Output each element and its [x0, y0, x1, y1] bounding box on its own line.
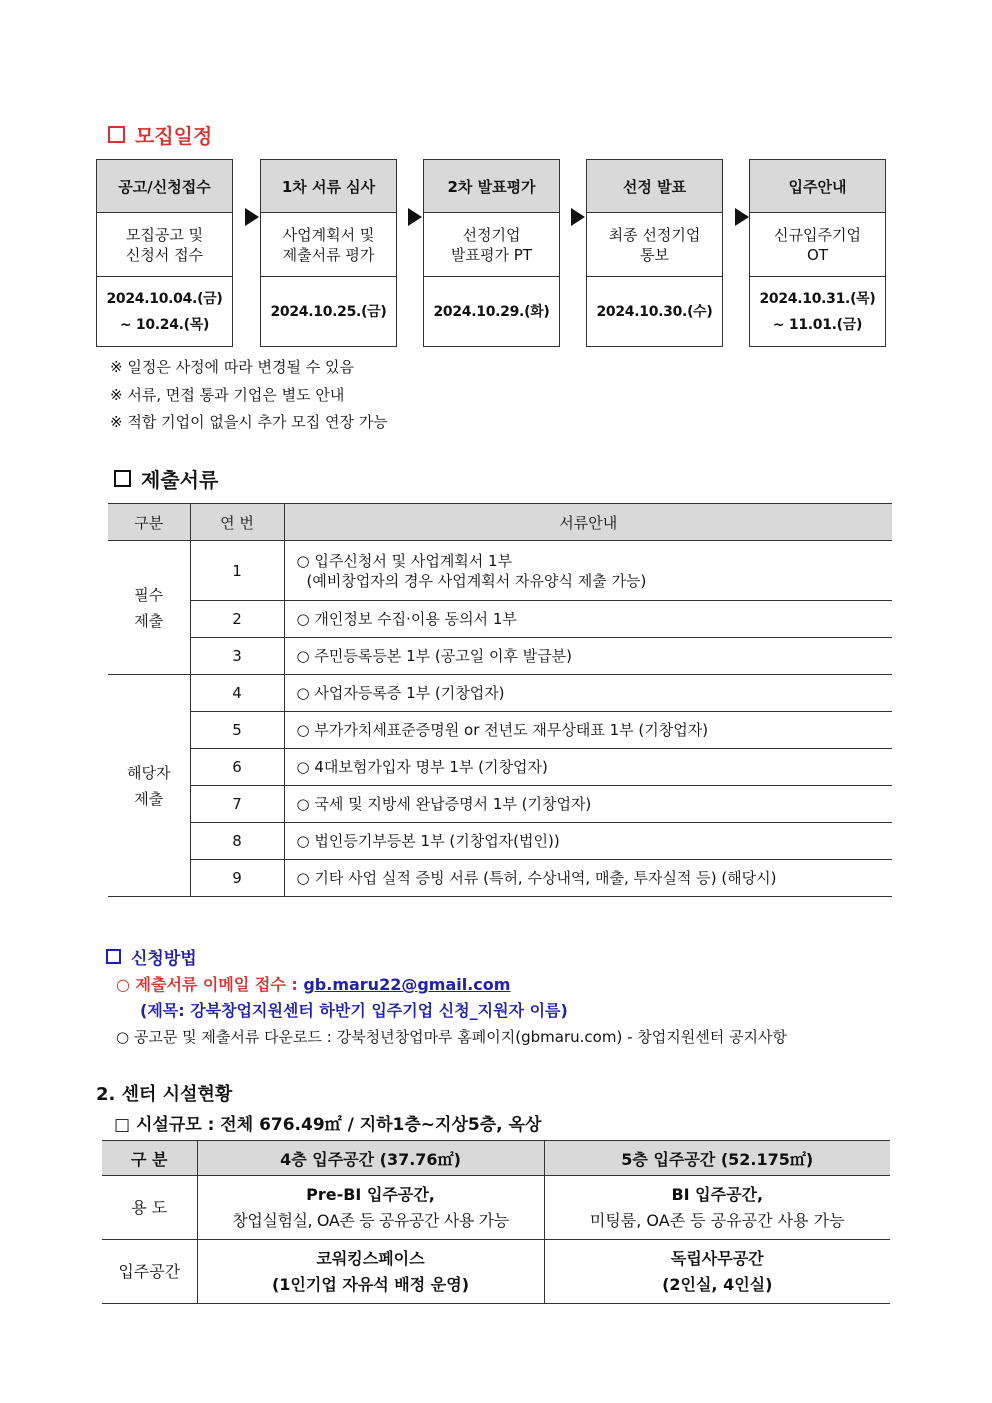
table-row: [108, 638, 892, 675]
group-required: 필수 제출: [108, 541, 190, 675]
email-subject: (제목: 강북창업지원센터 하반기 입주기업 신청_지원자 이름): [140, 1001, 568, 1020]
row-label: 입주공간: [102, 1240, 197, 1304]
col-header-5f: 5층 입주공간 (52.175㎡): [544, 1141, 890, 1176]
table-row: [108, 675, 892, 712]
documents-table: [108, 503, 892, 897]
cell-5f: [544, 1176, 890, 1240]
schedule-step-2: [260, 159, 397, 347]
documents-section-title: [114, 464, 218, 493]
step-head: 선정 발표: [587, 160, 722, 213]
documents-title: 제출서류: [141, 468, 219, 492]
col-header-number: 연 번: [190, 504, 284, 541]
schedule-step-1: [96, 159, 233, 347]
row-text-main: ○ 입주신청서 및 사업계획서 1부: [296, 551, 513, 570]
facilities-scale: □ 시설규모 : 전체 676.49㎡ / 지하1층~지상5층, 옥상: [114, 1115, 542, 1135]
row-text-sub: (예비창업자의 경우 사업계획서 자유양식 제출 가능): [306, 571, 647, 590]
row-number: 7: [190, 786, 284, 823]
col-header-guide: 서류안내: [284, 504, 892, 541]
arrow-right-icon: [245, 208, 259, 226]
cell-4f-title: 코워킹스페이스: [316, 1248, 425, 1268]
table-header-row: [108, 504, 892, 541]
schedule-title: 모집일정: [135, 124, 213, 148]
application-section-title: [106, 944, 197, 969]
row-label: 용 도: [102, 1176, 197, 1240]
row-number: 4: [190, 675, 284, 712]
row-text: ○ 기타 사업 실적 증빙 서류 (특허, 수상내역, 매출, 투자실적 등) (해당시): [284, 860, 892, 897]
schedule-step-4: [586, 159, 723, 347]
step-date: 2024.10.29.(화): [433, 303, 550, 320]
row-text: ○ 사업자등록증 1부 (기창업자): [284, 675, 892, 712]
table-row: [108, 541, 892, 601]
schedule-section-title: [108, 120, 212, 149]
row-number: 2: [190, 601, 284, 638]
table-row: [108, 823, 892, 860]
table-row: [108, 712, 892, 749]
row-text: ○ 법인등기부등본 1부 (기창업자(법인)): [284, 823, 892, 860]
row-number: 3: [190, 638, 284, 675]
step-date: 2024.10.04.(금) ~ 10.24.(목): [106, 290, 223, 333]
row-text: ○ 국세 및 지방세 완납증명서 1부 (기창업자): [284, 786, 892, 823]
cell-5f-title: 독립사무공간: [670, 1248, 764, 1268]
email-line: [116, 972, 510, 995]
cell-5f-title: BI 입주공간,: [671, 1184, 764, 1204]
table-row: [108, 601, 892, 638]
step-head: 입주안내: [750, 160, 885, 213]
schedule-note-2: ※ 서류, 면접 통과 기업은 별도 안내: [110, 386, 345, 404]
table-row: [102, 1240, 890, 1304]
step-desc: 최종 선정기업 통보: [587, 213, 722, 277]
row-text: [284, 541, 892, 601]
cell-4f-desc: (1인기업 자유석 배정 운영): [271, 1274, 470, 1294]
step-desc: 사업계획서 및 제출서류 평가: [261, 213, 396, 277]
arrow-right-icon: [571, 208, 585, 226]
col-header-category: 구 분: [102, 1141, 197, 1176]
step-head: 1차 서류 심사: [261, 160, 396, 213]
table-row: [108, 749, 892, 786]
col-header-category: 구분: [108, 504, 190, 541]
step-date: 2024.10.25.(금): [270, 303, 387, 320]
email-label: ○ 제출서류 이메일 접수 :: [116, 975, 304, 994]
arrow-right-icon: [735, 208, 749, 226]
row-number: 5: [190, 712, 284, 749]
step-date: 2024.10.30.(수): [596, 303, 713, 320]
row-text: ○ 4대보험가입자 명부 1부 (기창업자): [284, 749, 892, 786]
checkbox-square-icon: [108, 126, 125, 143]
cell-4f: [197, 1176, 544, 1240]
step-desc: 모집공고 및 신청서 접수: [97, 213, 232, 277]
checkbox-square-icon: [106, 949, 121, 964]
schedule-note-1: ※ 일정은 사정에 따라 변경될 수 있음: [110, 358, 355, 376]
schedule-note-3: ※ 적합 기업이 없을시 추가 모집 연장 가능: [110, 413, 388, 431]
step-date: 2024.10.31.(목) ~ 11.01.(금): [759, 290, 876, 333]
row-number: 9: [190, 860, 284, 897]
cell-5f-desc: (2인실, 4인실): [662, 1274, 773, 1294]
table-row: [102, 1176, 890, 1240]
row-number: 8: [190, 823, 284, 860]
facilities-heading: 2. 센터 시설현황: [96, 1084, 233, 1105]
download-line: ○ 공고문 및 제출서류 다운로드 : 강북청년창업마루 홈페이지(gbmaru.com) - 창업지원센터 공지사항: [116, 1028, 787, 1046]
checkbox-square-icon: [114, 470, 131, 487]
row-number: 1: [190, 541, 284, 601]
group-applicable: 해당자 제출: [108, 675, 190, 897]
col-header-4f: 4층 입주공간 (37.76㎡): [197, 1141, 544, 1176]
step-desc: 선정기업 발표평가 PT: [424, 213, 559, 277]
step-desc: 신규입주기업 OT: [750, 213, 885, 277]
table-header-row: [102, 1141, 890, 1176]
row-text: ○ 주민등록등본 1부 (공고일 이후 발급분): [284, 638, 892, 675]
step-head: 공고/신청접수: [97, 160, 232, 213]
row-text: ○ 부가가치세표준증명원 or 전년도 재무상태표 1부 (기창업자): [284, 712, 892, 749]
email-link[interactable]: gb.maru22@gmail.com: [303, 975, 511, 994]
cell-4f-desc: 창업실험실, OA존 등 공유공간 사용 가능: [232, 1210, 509, 1230]
arrow-right-icon: [408, 208, 422, 226]
schedule-step-5: [749, 159, 886, 347]
cell-4f-title: Pre-BI 입주공간,: [306, 1184, 435, 1204]
cell-4f: [197, 1240, 544, 1304]
cell-5f: [544, 1240, 890, 1304]
row-number: 6: [190, 749, 284, 786]
table-row: [108, 860, 892, 897]
facilities-table: [102, 1140, 890, 1304]
schedule-step-3: [423, 159, 560, 347]
table-row: [108, 786, 892, 823]
step-head: 2차 발표평가: [424, 160, 559, 213]
row-text: ○ 개인정보 수집·이용 동의서 1부: [284, 601, 892, 638]
cell-5f-desc: 미팅룸, OA존 등 공유공간 사용 가능: [589, 1210, 845, 1230]
application-title: 신청방법: [131, 949, 197, 969]
